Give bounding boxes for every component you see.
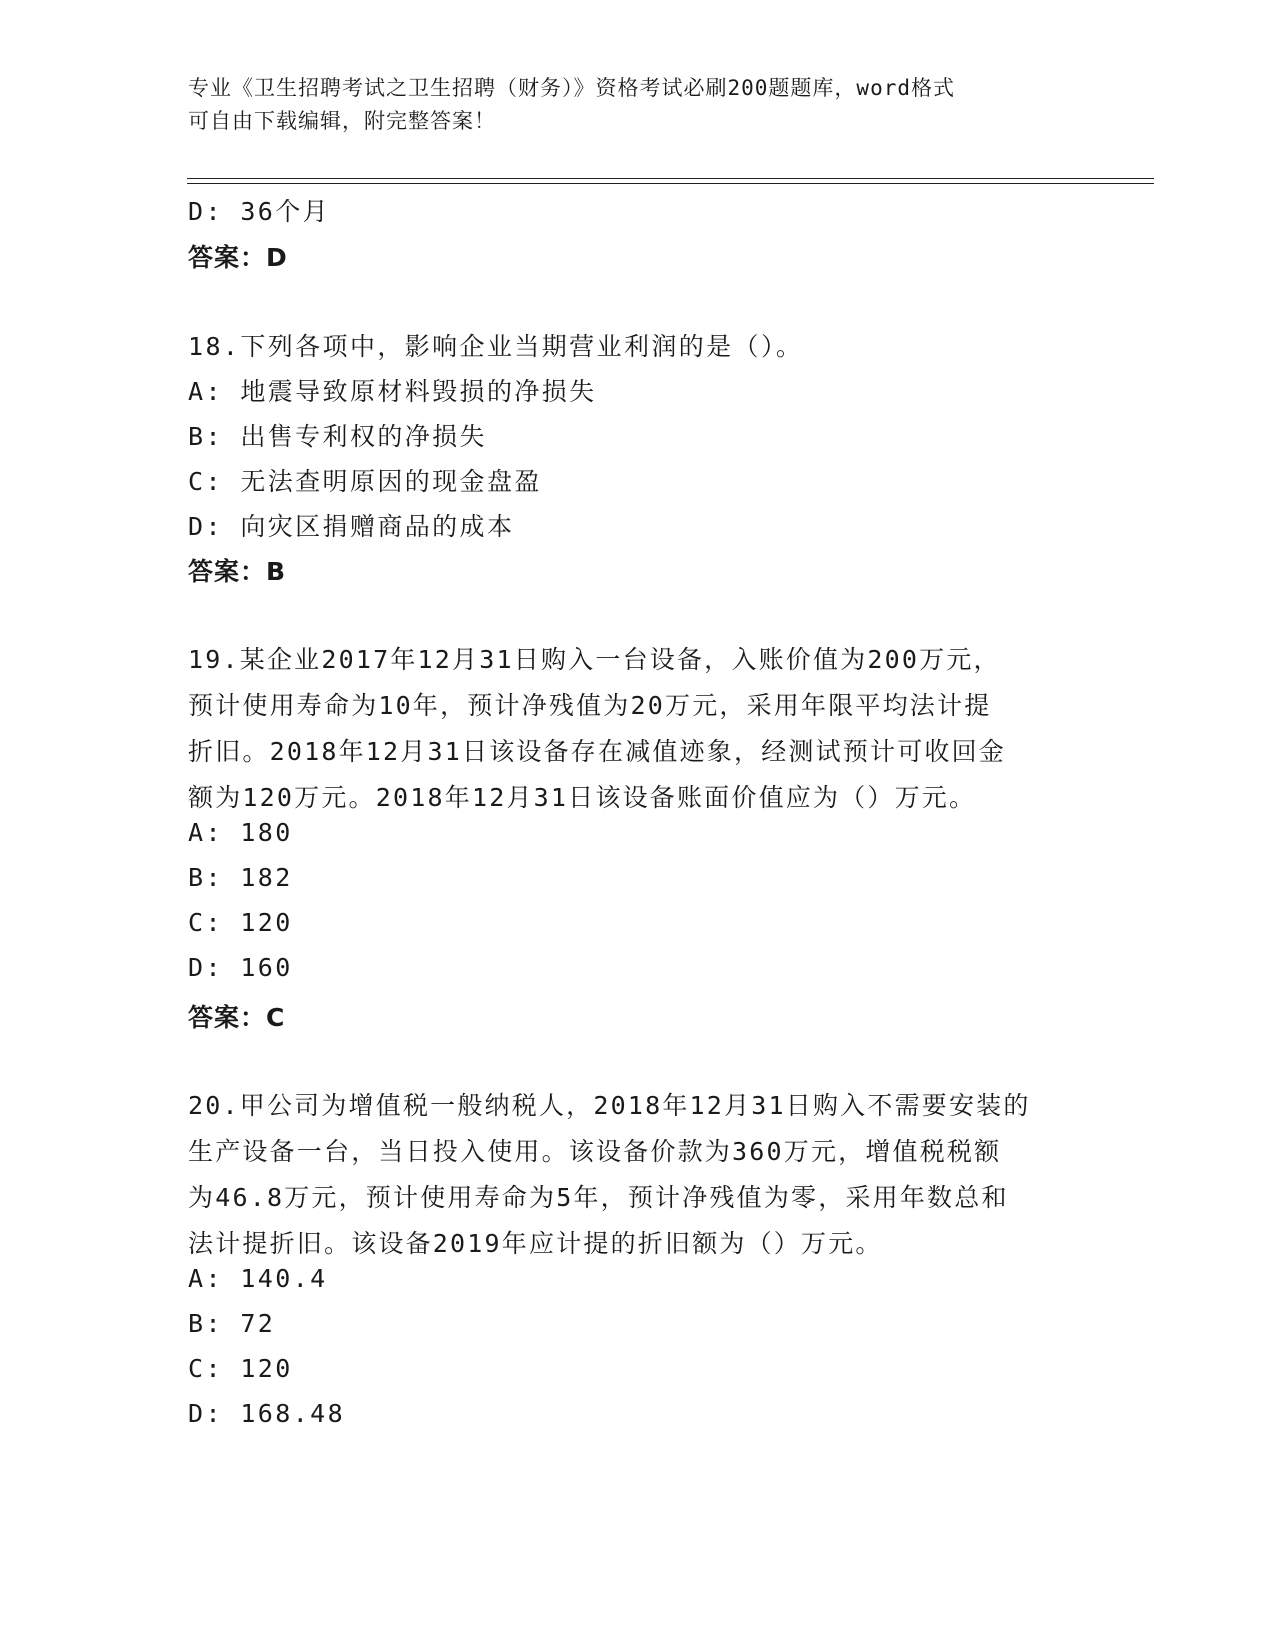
q18-option-b: B: 出售专利权的净损失 [188,422,487,451]
q18-option-d: D: 向灾区捐赠商品的成本 [188,512,515,541]
q19-stem-line: 额为120万元。2018年12月31日该设备账面价值应为（）万元。 [188,783,977,812]
q20-option-d: D: 168.48 [188,1399,346,1428]
q19-stem-line: 预计使用寿命为10年，预计净残值为20万元，采用年限平均法计提 [188,691,992,720]
q18-option-a: A: 地震导致原材料毁损的净损失 [188,377,597,406]
q19-option-c: C: 120 [188,908,293,937]
document-header [188,72,1068,138]
header-divider-bottom [187,183,1154,184]
header-divider-top [187,178,1154,179]
q19-stem-line: 折旧。2018年12月31日该设备存在减值迹象，经测试预计可收回金 [188,737,1007,766]
q20-option-c: C: 120 [188,1354,293,1383]
q20-stem [188,1083,1088,1267]
q18-stem: 18.下列各项中，影响企业当期营业利润的是（）。 [188,332,804,361]
q17-option-d: D: 36个月 [188,197,331,226]
q20-stem-line: 法计提折旧。该设备2019年应计提的折旧额为（）万元。 [188,1229,883,1258]
q19-answer: 答案：C [188,1003,286,1032]
header-line-1: 专业《卫生招聘考试之卫生招聘（财务）》资格考试必刷200题题库，word格式 [188,76,955,100]
header-line-2: 可自由下载编辑，附完整答案！ [188,109,496,133]
q20-stem-line: 20.甲公司为增值税一般纳税人，2018年12月31日购入不需要安装的 [188,1091,1031,1120]
q20-option-b: B: 72 [188,1309,276,1338]
q17-answer: 答案：D [188,243,288,272]
q19-option-a: A: 180 [188,818,293,847]
q19-stem-line: 19.某企业2017年12月31日购入一台设备，入账价值为200万元， [188,645,1001,674]
q20-stem-line: 为46.8万元，预计使用寿命为5年，预计净残值为零，采用年数总和 [188,1183,1009,1212]
q18-answer: 答案：B [188,557,287,586]
q19-stem [188,637,1088,821]
q18-option-c: C: 无法查明原因的现金盘盈 [188,467,542,496]
q19-option-d: D: 160 [188,953,293,982]
q19-option-b: B: 182 [188,863,293,892]
q20-stem-line: 生产设备一台，当日投入使用。该设备价款为360万元，增值税税额 [188,1137,1002,1166]
q20-option-a: A: 140.4 [188,1264,328,1293]
